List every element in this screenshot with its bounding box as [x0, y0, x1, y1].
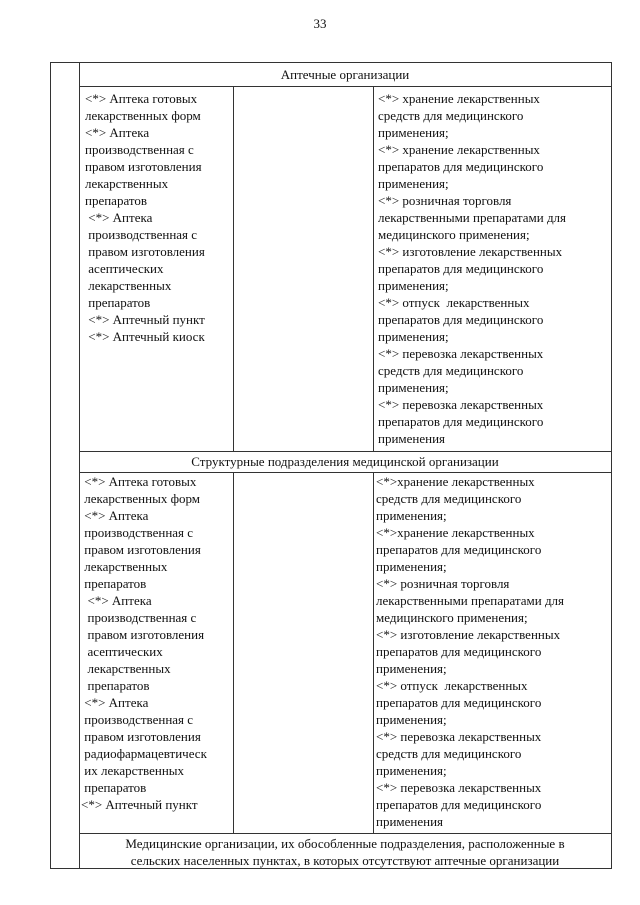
text-line: <*> перевозка лекарственных — [378, 346, 544, 361]
text-line: лекарственных форм — [81, 491, 201, 506]
text-line: препаратов для медицинского — [378, 261, 544, 276]
column-divider — [373, 87, 374, 451]
text-line: применения; — [376, 559, 447, 574]
text-line: средств для медицинского — [376, 491, 522, 506]
text-line: препаратов для медицинского — [378, 312, 544, 327]
text-line: <*> изготовление лекарственных — [378, 244, 563, 259]
text-line: <*> Аптека — [85, 210, 153, 225]
text-line: препаратов для медицинского — [376, 695, 542, 710]
text-line: средств для медицинского — [378, 108, 524, 123]
text-line: <*> Аптечный киоск — [85, 329, 205, 344]
text-line: применения; — [376, 712, 447, 727]
section-1-org-types — [85, 90, 205, 345]
text-line: средств для медицинского — [376, 746, 522, 761]
text-line: лекарственными препаратами для — [378, 210, 567, 225]
text-line: <*> Аптека — [81, 508, 149, 523]
license-table — [50, 62, 612, 869]
text-line: <*> хранение лекарственных — [378, 91, 540, 106]
text-line: <*> отпуск лекарственных — [378, 295, 530, 310]
text-line: медицинского применения; — [376, 610, 528, 625]
text-line: применения — [376, 814, 444, 829]
text-line: <*> Аптека — [85, 125, 150, 140]
text-line: правом изготовления — [81, 729, 201, 744]
text-line: <*> изготовление лекарственных — [376, 627, 561, 642]
section-header-medical-org-units: Структурные подразделения медицинской организации — [79, 451, 611, 473]
text-line: применения; — [376, 763, 447, 778]
text-line: применения; — [378, 125, 449, 140]
text-line: препаратов для медицинского — [376, 797, 542, 812]
text-line: производственная с — [85, 227, 198, 242]
text-line: <*> Аптечный пункт — [81, 797, 198, 812]
text-line: препаратов для медицинского — [378, 159, 544, 174]
text-line: Медицинские организации, их обособленные подразделения, расположенные в — [125, 836, 565, 851]
text-line: <*> перевозка лекарственных — [378, 397, 544, 412]
rural-medical-orgs-row — [79, 833, 611, 872]
text-line: лекарственных — [85, 176, 169, 191]
text-line: <*> Аптека готовых — [85, 91, 198, 106]
text-line: сельских населенных пунктах, в которых отсутствуют аптечные организации — [130, 853, 560, 868]
column-divider — [373, 473, 374, 833]
text-line: <*> отпуск лекарственных — [376, 678, 528, 693]
section-header-pharmacy-orgs: Аптечные организации — [79, 63, 611, 87]
text-line: <*> розничная торговля — [378, 193, 512, 208]
text-line: препаратов — [81, 780, 147, 795]
text-line: правом изготовления — [81, 542, 201, 557]
text-line: правом изготовления — [81, 627, 205, 642]
text-line: <*>хранение лекарственных — [376, 525, 535, 540]
text-line: медицинского применения; — [378, 227, 530, 242]
text-line: применения; — [376, 661, 447, 676]
text-line: производственная с — [85, 142, 194, 157]
page-number: 33 — [313, 16, 327, 31]
text-line: применения; — [378, 329, 449, 344]
text-line: лекарственных форм — [85, 108, 201, 123]
text-line: правом изготовления — [85, 244, 205, 259]
text-line: <*> Аптека готовых — [81, 474, 197, 489]
text-line: их лекарственных — [81, 763, 185, 778]
text-line: <*> розничная торговля — [376, 576, 510, 591]
text-line: средств для медицинского — [378, 363, 524, 378]
section-1-activities — [378, 90, 566, 447]
text-line: производственная с — [81, 712, 194, 727]
text-line: <*> перевозка лекарственных — [376, 780, 542, 795]
text-line: применения; — [378, 278, 449, 293]
text-line: лекарственными препаратами для — [376, 593, 565, 608]
text-line: применения; — [378, 176, 449, 191]
column-divider — [233, 473, 234, 833]
text-line: препаратов — [81, 678, 150, 693]
text-line: асептических — [81, 644, 163, 659]
text-line: препаратов — [85, 193, 148, 208]
text-line: препаратов — [85, 295, 151, 310]
text-line: <*> перевозка лекарственных — [376, 729, 542, 744]
text-line: лекарственных — [81, 661, 171, 676]
column-divider — [233, 87, 234, 451]
text-line: радиофармацевтическ — [81, 746, 207, 761]
text-line: применения; — [378, 380, 449, 395]
text-line: правом изготовления — [85, 159, 202, 174]
text-line: производственная с — [81, 610, 197, 625]
text-line: препаратов для медицинского — [376, 644, 542, 659]
text-line: <*> хранение лекарственных — [378, 142, 540, 157]
text-line: применения — [378, 431, 446, 446]
text-line: <*> Аптечный пункт — [85, 312, 205, 327]
text-line: лекарственных — [85, 278, 172, 293]
text-line: <*> Аптека — [81, 695, 149, 710]
text-line: препаратов для медицинского — [376, 542, 542, 557]
text-line: применения; — [376, 508, 447, 523]
text-line: <*>хранение лекарственных — [376, 474, 535, 489]
text-line: препаратов — [81, 576, 147, 591]
section-2-activities — [376, 473, 564, 830]
text-line: асептических — [85, 261, 164, 276]
text-line: <*> Аптека — [81, 593, 152, 608]
text-line: препаратов для медицинского — [378, 414, 544, 429]
text-line: лекарственных — [81, 559, 168, 574]
section-2-org-types — [81, 473, 207, 813]
text-line: производственная с — [81, 525, 194, 540]
